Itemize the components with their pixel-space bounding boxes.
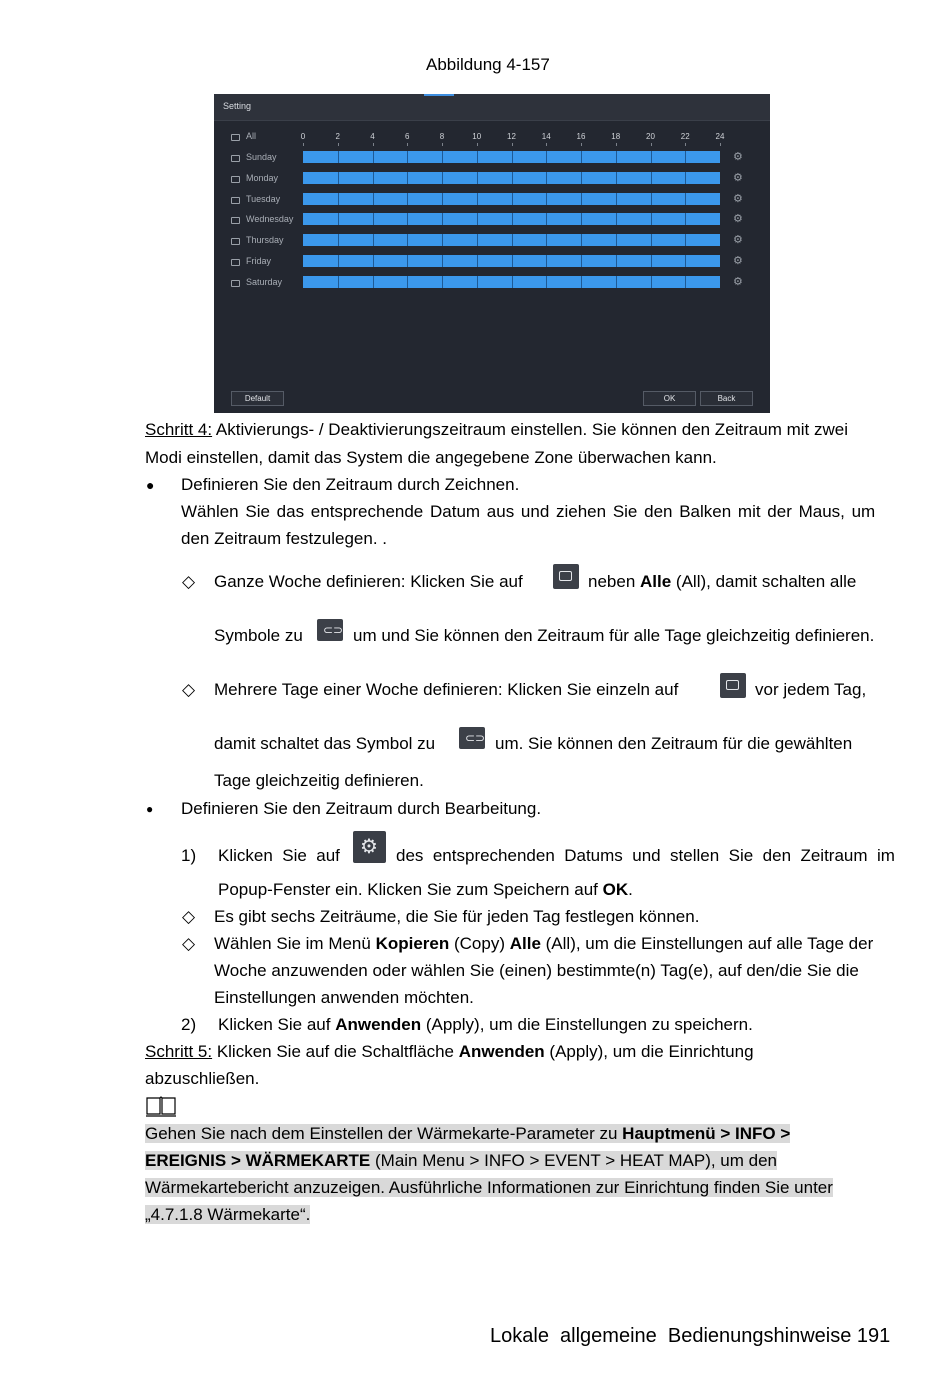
page-footer bbox=[490, 1325, 890, 1348]
default-button[interactable]: Default bbox=[231, 391, 284, 406]
hour-label: 2 bbox=[335, 132, 340, 141]
hour-tick bbox=[546, 143, 547, 146]
diamond-marker: ◇ bbox=[182, 934, 196, 953]
step5-line1: Schritt 5: Klicken Sie auf die Schaltfläche Anwenden (Apply), um die Einrichtung bbox=[145, 1042, 754, 1061]
diamond-marker: ◇ bbox=[182, 907, 196, 926]
step5-line2: abzuschließen. bbox=[145, 1069, 260, 1088]
note-line3: Wärmekartebericht anzuzeigen. Ausführliche Informationen zur Einrichtung finden Sie unter bbox=[145, 1178, 833, 1197]
item1-text-b: des entsprechenden Datums und stellen Sie den Zeitraum im bbox=[396, 846, 895, 865]
hour-tick bbox=[407, 143, 408, 146]
panel-title: Setting bbox=[223, 101, 252, 111]
page-number: 191 bbox=[856, 1325, 891, 1347]
sub2-line2: Woche anzuwenden oder wählen Sie (einen) bestimmte(n) Tag(e), auf den/die Sie die bbox=[214, 961, 859, 980]
hour-label: 8 bbox=[439, 132, 445, 141]
hour-tick bbox=[685, 143, 686, 146]
day-checkbox-icon[interactable] bbox=[231, 176, 240, 183]
day-label: Sunday bbox=[246, 152, 277, 162]
item2-text: Klicken Sie auf Anwenden (Apply), um die Einstellungen zu speichern. bbox=[218, 1015, 753, 1034]
hour-label: 16 bbox=[576, 132, 586, 141]
day-checkbox-icon[interactable] bbox=[231, 238, 240, 245]
diamond1-text-b: neben Alle (All), damit schalten alle bbox=[588, 572, 857, 591]
day-checkbox-icon[interactable] bbox=[231, 217, 240, 224]
diamond2-text-b: vor jedem Tag, bbox=[755, 680, 867, 699]
hour-tick bbox=[651, 143, 652, 146]
day-checkbox-icon[interactable] bbox=[231, 259, 240, 266]
day-schedule-bar[interactable] bbox=[303, 193, 720, 205]
hour-tick bbox=[338, 143, 339, 146]
day-schedule-bar[interactable] bbox=[303, 172, 720, 184]
hour-tick bbox=[616, 143, 617, 146]
bullet1-title: Definieren Sie den Zeitraum durch Zeichnen. bbox=[181, 475, 520, 494]
checkbox-icon bbox=[553, 564, 579, 589]
step4-text: Aktivierungs- / Deaktivierungszeitraum einstellen. Sie können den Zeitraum mit zwei bbox=[212, 420, 848, 439]
settings-screenshot bbox=[214, 94, 770, 413]
step4-line2: Modi einstellen, damit das System die angegebene Zone überwachen kann. bbox=[145, 448, 717, 467]
item2-number: 2) bbox=[181, 1015, 197, 1034]
checkbox-icon bbox=[720, 673, 746, 698]
step4-line1 bbox=[145, 420, 848, 440]
ok-button[interactable]: OK bbox=[643, 391, 696, 406]
link-icon: ⊂⊃ bbox=[459, 727, 485, 749]
item1-text-c: Popup-Fenster ein. Klicken Sie zum Speichern auf OK. bbox=[218, 880, 633, 899]
diamond1-text-a: Ganze Woche definieren: Klicken Sie auf bbox=[214, 572, 523, 591]
sub2-line3: Einstellungen anwenden möchten. bbox=[214, 988, 474, 1007]
all-label: All bbox=[246, 131, 257, 141]
sub2-line1: Wählen Sie im Menü Kopieren (Copy) Alle (All), um die Einstellungen auf alle Tage der bbox=[214, 934, 874, 953]
hour-label: 22 bbox=[680, 132, 690, 141]
hour-label: 18 bbox=[611, 132, 621, 141]
day-schedule-bar[interactable] bbox=[303, 213, 720, 225]
day-checkbox-icon[interactable] bbox=[231, 280, 240, 287]
step4-label: Schritt 4: bbox=[145, 420, 213, 439]
diamond-marker: ◇ bbox=[182, 572, 196, 591]
hour-label: 4 bbox=[370, 132, 375, 141]
gear-icon[interactable]: ⚙ bbox=[733, 213, 743, 226]
bullet-marker: ● bbox=[146, 477, 155, 493]
footer-text: Lokale allgemeine Bedienungshinweise bbox=[490, 1325, 852, 1347]
panel-header bbox=[214, 94, 770, 121]
bullet2-title: Definieren Sie den Zeitraum durch Bearbeitung. bbox=[181, 799, 542, 818]
diamond2-text-d: um. Sie können den Zeitraum für die gewählten bbox=[495, 734, 853, 753]
gear-icon[interactable]: ⚙ bbox=[733, 151, 743, 163]
day-checkbox-icon[interactable] bbox=[231, 155, 240, 162]
gear-icon[interactable]: ⚙ bbox=[733, 192, 743, 205]
bullet1-line1: Wählen Sie das entsprechende Datum aus und ziehen Sie den Balken mit der Maus, um bbox=[181, 502, 876, 521]
day-label: Thursday bbox=[246, 235, 284, 246]
note-line1: Gehen Sie nach dem Einstellen der Wärmekarte-Parameter zu Hauptmenü > INFO > bbox=[145, 1124, 791, 1143]
day-label: Monday bbox=[246, 172, 279, 183]
gear-icon[interactable]: ⚙ bbox=[733, 255, 743, 267]
diamond2-text-c: damit schaltet das Symbol zu bbox=[214, 734, 436, 753]
diamond2-text-e: Tage gleichzeitig definieren. bbox=[214, 771, 424, 790]
hour-tick bbox=[442, 143, 443, 146]
hour-tick bbox=[477, 143, 478, 146]
note-line4: „4.7.1.8 Wärmekarte“. bbox=[145, 1205, 311, 1224]
day-label: Tuesday bbox=[246, 193, 281, 204]
day-schedule-bar[interactable] bbox=[303, 255, 720, 267]
day-schedule-bar[interactable] bbox=[303, 276, 720, 288]
gear-icon[interactable]: ⚙ bbox=[733, 234, 743, 247]
day-label: Friday bbox=[246, 256, 272, 266]
bullet1-line2: den Zeitraum festzulegen. . bbox=[181, 529, 388, 548]
diamond1-text-e: um und Sie können den Zeitraum für alle Tage gleichzeitig definieren. bbox=[353, 626, 875, 645]
item1-number: 1) bbox=[181, 846, 197, 865]
hour-tick bbox=[720, 143, 721, 146]
hour-label: 14 bbox=[541, 132, 551, 141]
hour-tick bbox=[512, 143, 513, 146]
day-label: Saturday bbox=[246, 276, 283, 287]
book-icon bbox=[145, 1095, 177, 1117]
hour-label: 12 bbox=[507, 132, 516, 141]
sub1-text: Es gibt sechs Zeiträume, die Sie für jeden Tag festlegen können. bbox=[214, 907, 700, 926]
hour-label: 0 bbox=[300, 132, 306, 141]
gear-icon[interactable]: ⚙ bbox=[733, 275, 743, 288]
back-button[interactable]: Back bbox=[700, 391, 753, 406]
hour-label: 24 bbox=[715, 132, 725, 141]
hour-label: 10 bbox=[472, 132, 482, 141]
hour-tick bbox=[303, 143, 304, 146]
figure-caption: Abbildung 4-157 bbox=[426, 55, 550, 74]
hour-tick bbox=[581, 143, 582, 146]
diamond2-text-a: Mehrere Tage einer Woche definieren: Klicken Sie einzeln auf bbox=[214, 680, 679, 699]
step5-label: Schritt 5: bbox=[145, 1042, 213, 1061]
note-line2: EREIGNIS > WÄRMEKARTE (Main Menu > INFO > EVENT > HEAT MAP), um den bbox=[145, 1151, 778, 1170]
diamond1-text-d: Symbole zu bbox=[214, 626, 303, 645]
link-icon: ⊂⊃ bbox=[317, 619, 343, 641]
hour-label: 20 bbox=[646, 132, 655, 141]
day-schedule-bar[interactable] bbox=[303, 234, 720, 246]
day-label: Wednesday bbox=[246, 214, 294, 225]
gear-icon: ⚙ bbox=[353, 831, 386, 863]
diamond-marker: ◇ bbox=[182, 680, 196, 699]
header-accent bbox=[424, 94, 454, 96]
day-schedule-bar[interactable] bbox=[303, 151, 720, 163]
gear-icon[interactable]: ⚙ bbox=[733, 171, 743, 184]
hour-tick bbox=[373, 143, 374, 146]
item1-text-a: Klicken Sie auf bbox=[218, 846, 340, 865]
bullet-marker: ● bbox=[146, 802, 154, 816]
hour-label: 6 bbox=[405, 132, 410, 141]
all-checkbox-icon[interactable] bbox=[231, 134, 240, 141]
day-checkbox-icon[interactable] bbox=[231, 197, 240, 204]
